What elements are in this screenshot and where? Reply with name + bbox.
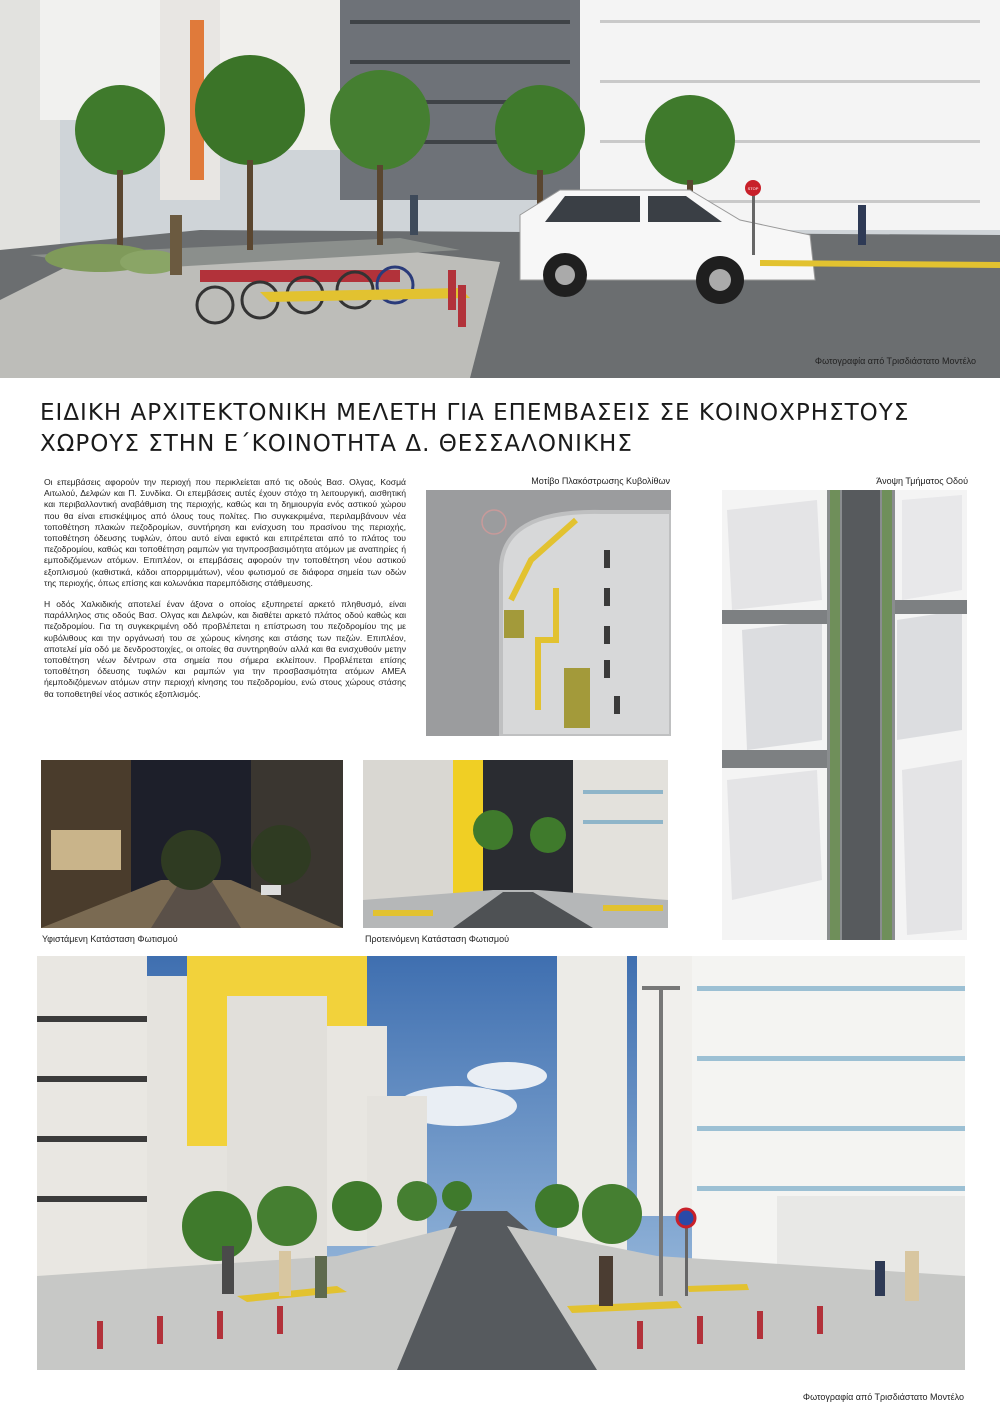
existing-lighting-caption: Υφιστάμενη Κατάσταση Φωτισμού (42, 934, 178, 944)
top-render-image (0, 0, 1000, 378)
bottom-photo-caption: Φωτογραφία από Τρισδιάστατο Μοντέλο (802, 1392, 964, 1402)
top-photo-caption: Φωτογραφία από Τρισδιάστατο Μοντέλο (814, 356, 976, 366)
proposed-lighting-caption: Προτεινόμενη Κατάσταση Φωτισμού (365, 934, 510, 944)
proposed-lighting-image (363, 760, 668, 928)
plan-caption: Άνοψη Τμήματος Οδού (876, 476, 968, 486)
stop-sign-text: STOP (747, 186, 759, 191)
description-paragraph-2: Η οδός Χαλκιδικής αποτελεί έναν άξονα ο οποίος εξυπηρετεί αρκετό πληθυσμό, είναι παράλληλος στις οδούς Βασ. Ολγας και Δελφών, και διαθέτει αρκετό πλάτος οδού καθώς και πεζοδρομίου. Για τη συγκεκριμένη οδό προβλέπεται η επίστρωση του πεζοδρομίου της με κυβόλιθους και την οργάνωσή του σε χώρους κίνησης και στάσης των πεζών. Επιπλέον, αποτελεί μία οδό με δενδροστοιχίες, οι οποίες θα συντηρηθούν αλλά και θα ενισχυθούν μετην τοποθέτηση νέων δέντρων στα σημεία που σήμερα εκλείπουν. Προβλέπεται επίσης τοποθέτηση όδευσης τυφλών και ραμπών για την προσβασιμότητα ατόμων ΑΜΕΑ ήεμποδιζόμενων ατόμων στην περιοχή κίνησης του πεζοδρομίου, ενώ στους χώρους στάσης θα τοποθετηθεί νέος αστικός εξοπλισμός. (44, 599, 406, 699)
bottom-render-image (37, 956, 965, 1370)
description-text (44, 477, 406, 710)
description-paragraph-1: Οι επεμβάσεις αφορούν την περιοχή που περικλείεται από τις οδούς Βασ. Ολγας, Κοσμά Αιτωλού, Δελφών και Π. Συνδίκα. Οι επεμβάσεις αυτές έχουν στόχο τη λειτουργική, αισθητική και περιβαλλοντική αναβάθμιση της περιοχής, καθώς και τη δημιουργία ενός αστικού χώρου που θα είναι επισκέψιμος από όλους τους πολίτες. Πιο συγκεκριμένα, περιλαμβάνουν νέα τοποθέτηση πλακών πεζοδρομίων, συντήρηση και ενίσχυση του πρασίνου της περιοχής, τοποθέτηση όδευσης τυφλών, όπου αυτό είναι εφικτό και επιτρέπεται από το πλάτος του πεζοδρομίου, καθώς και τοποθέτηση ραμπών για τηνπροσβασιμότητα ατόμων με αναπηρίες ή εμποδιζόμενων ατόμων. Επιπλέον, οι επεμβάσεις αφορούν την τοποθέτηση νέου αστικού εξοπλισμού (καθιστικά, κάδοι απορριμμάτων), νέου φωτισμού σε διάφορα σημεία των οδών της περιοχής, όπως επίσης και κολωνάκια παρεμπόδισης στάθμευσης. (44, 477, 406, 588)
paving-pattern-image (426, 490, 671, 736)
existing-lighting-image (41, 760, 343, 928)
page-title (40, 398, 960, 460)
paving-caption: Μοτίβο Πλακόστρωσης Κυβολίθων (531, 476, 670, 486)
title-line-2: ΧΩΡΟΥΣ ΣΤΗΝ Ε΄ΚΟΙΝΟΤΗΤΑ Δ. ΘΕΣΣΑΛΟΝΙΚΗΣ (40, 431, 633, 457)
title-line-1: ΕΙΔΙΚΗ ΑΡΧΙΤΕΚΤΟΝΙΚΗ ΜΕΛΕΤΗ ΓΙΑ ΕΠΕΜΒΑΣΕΙΣ ΣΕ ΚΟΙΝΟΧΡΗΣΤΟΥΣ (40, 400, 910, 426)
plan-view-image (722, 490, 967, 940)
